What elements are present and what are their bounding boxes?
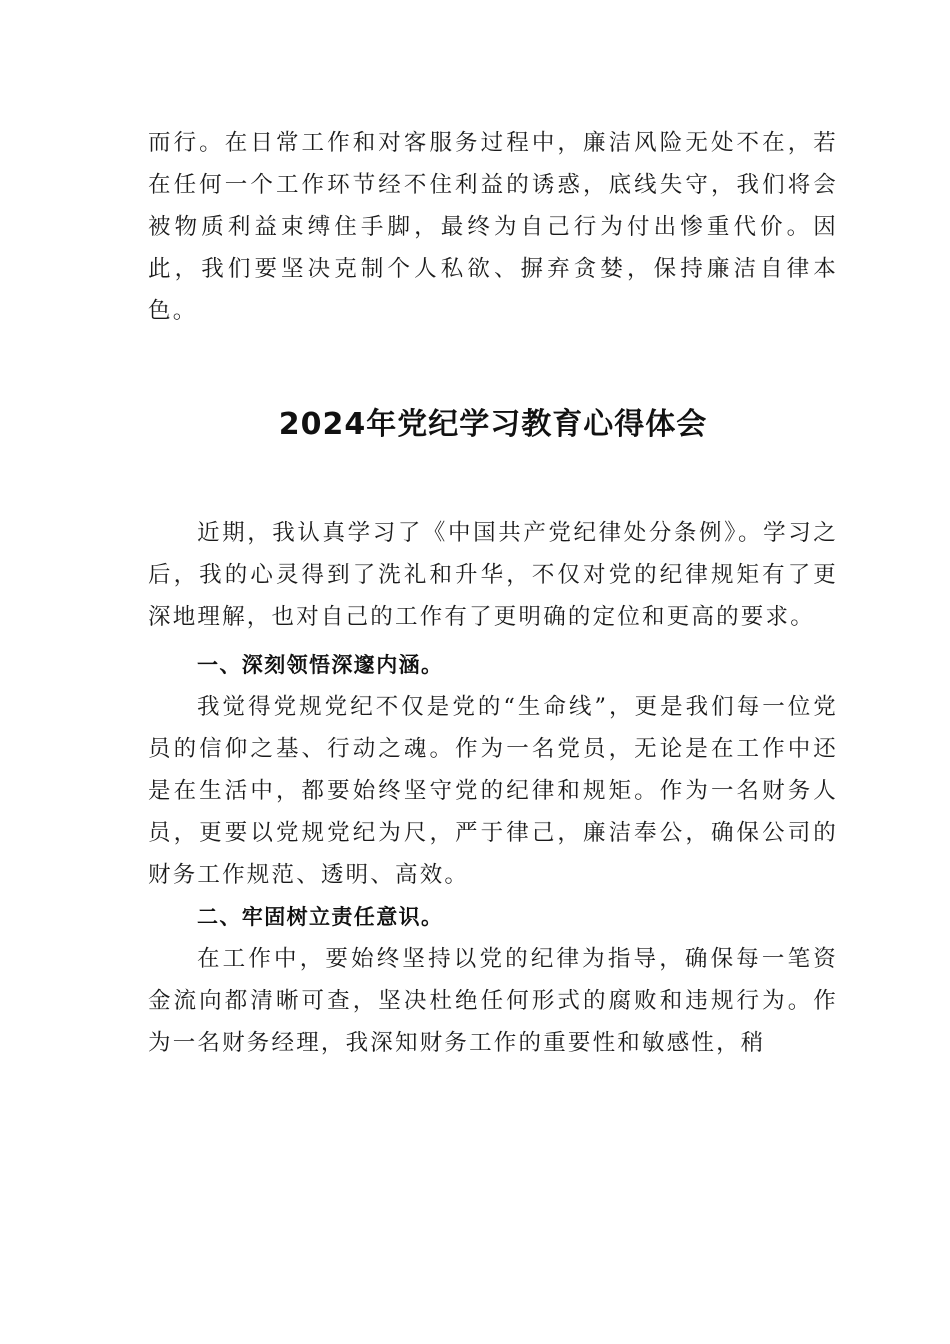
continuation-paragraph: 而行。在日常工作和对客服务过程中，廉洁风险无处不在，若在任何一个工作环节经不住利益的诱惑，底线失守，我们将会被物质利益束缚住手脚，最终为自己行为付出惨重代价。因此，我们要坚决克制个人私欲、摒弃贪婪，保持廉洁自律本色。 — [148, 130, 838, 324]
section-body-1: 我觉得党规党纪不仅是党的“生命线”，更是我们每一位党员的信仰之基、行动之魂。作为一名党员，无论是在工作中还是在生活中，都要始终坚守党的纪律和规矩。作为一名财务人员，更要以党规党纪为尺，严于律己，廉洁奉公，确保公司的财务工作规范、透明、高效。 — [148, 694, 838, 888]
section-heading-1: 一、深刻领悟深邃内涵。 — [197, 653, 444, 677]
section-heading-2: 二、牢固树立责任意识。 — [197, 905, 444, 929]
document-title: 2024年党纪学习教育心得体会 — [278, 407, 708, 442]
section-body-2: 在工作中，要始终坚持以党的纪律为指导，确保每一笔资金流向都清晰可查，坚决杜绝任何形式的腐败和违规行为。作为一名财务经理，我深知财务工作的重要性和敏感性，稍 — [148, 946, 838, 1056]
document-page — [148, 122, 838, 1064]
intro-paragraph: 近期，我认真学习了《中国共产党纪律处分条例》。学习之后，我的心灵得到了洗礼和升华，不仅对党的纪律规矩有了更深地理解，也对自己的工作有了更明确的定位和更高的要求。 — [148, 520, 838, 630]
